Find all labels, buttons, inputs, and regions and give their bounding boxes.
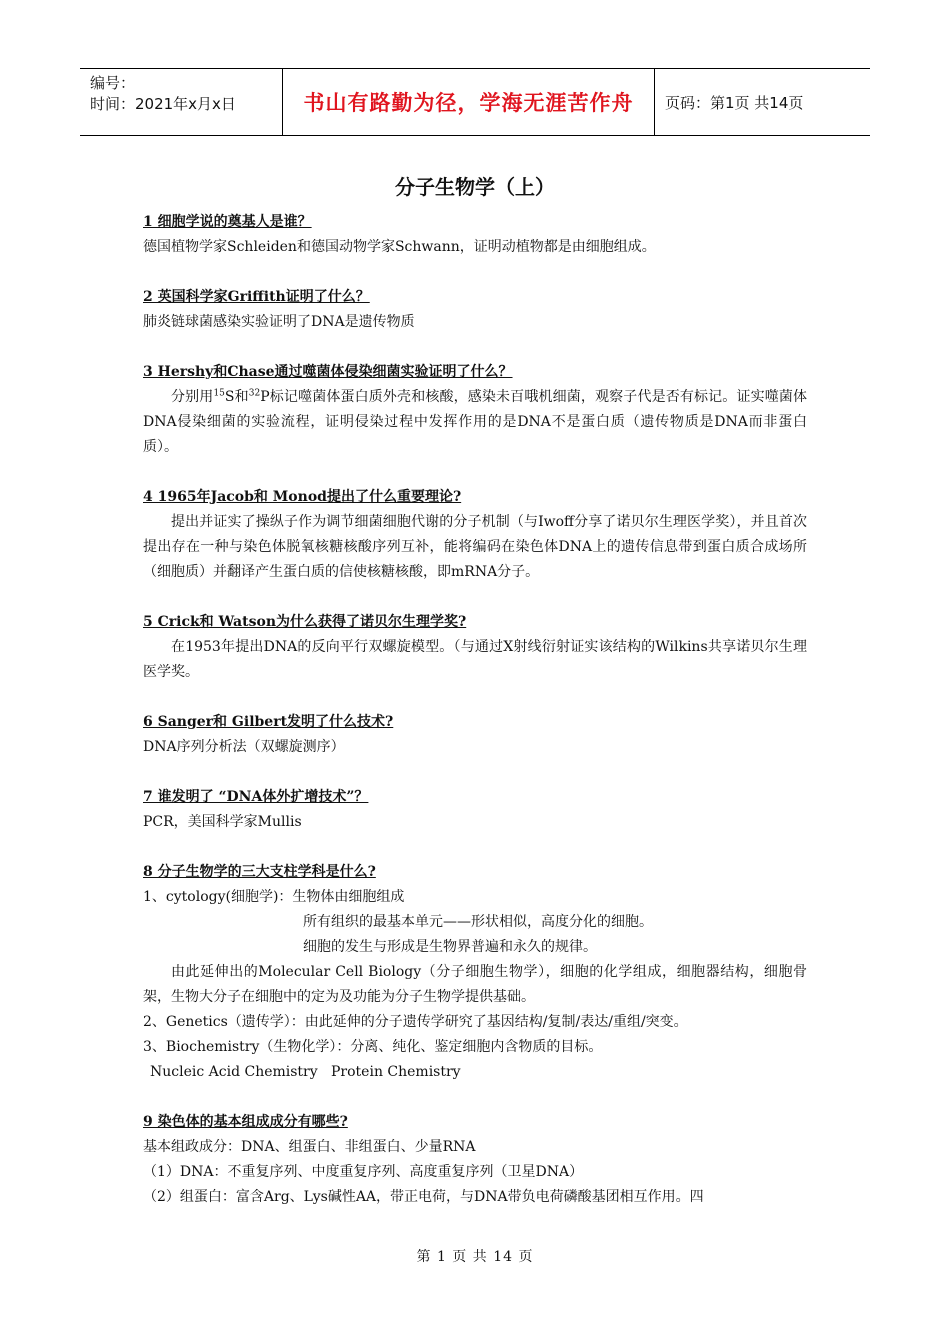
header-motto: 书山有路勤为径，学海无涯苦作舟 [303, 91, 634, 115]
question-3: 3 Hershy和Chase通过噬菌体侵染细菌实验证明了什么？ [143, 364, 513, 380]
document-body [143, 210, 807, 1210]
answer-4: 提出并证实了操纵子作为调节细菌细胞代谢的分子机制（与Iwoff分享了诺贝尔生理医学奖），并且首次提出存在一种与染色体脱氧核糖核酸序列互补，能将编码在染色体DNA上的遗传信息带到蛋白质合成场所（细胞质）并翻译产生蛋白质的信使核糖核酸，即mRNA分子。 [143, 514, 807, 580]
answer-9-line-2: （1）DNA：不重复序列、中度重复序列、高度重复序列（卫星DNA） [143, 1164, 584, 1180]
question-9: 9 染色体的基本组成成分有哪些? [143, 1114, 348, 1130]
question-2: 2 英国科学家Griffith证明了什么？ [143, 289, 370, 305]
question-7: 7 谁发明了 “DNA体外扩增技术”？ [143, 789, 369, 805]
answer-9-line-1: 基本组政成分：DNA、组蛋白、非组蛋白、少量RNA [143, 1139, 476, 1155]
date-label: 时间：2021年x月x日 [90, 95, 236, 113]
answer-8-line-4: 由此延伸出的Molecular Cell Biology（分子细胞生物学），细胞的化学组成，细胞器结构，细胞骨架，生物大分子在细胞中的定为及功能为分子生物学提供基础。 [143, 964, 807, 1005]
answer-8-line-2: 所有组织的最基本单元——形状相似，高度分化的细胞。 [303, 914, 653, 930]
header-meta [80, 69, 282, 135]
answer-1: 德国植物学家Schleiden和德国动物学家Schwann，证明动植物都是由细胞组成。 [143, 239, 656, 255]
question-6: 6 Sanger和 Gilbert发明了什么技术? [143, 714, 394, 730]
document-title: 分子生物学（上） [395, 175, 555, 199]
answer-8-line-3: 细胞的发生与形成是生物界普遍和永久的规律。 [303, 939, 597, 955]
header-page-info: 页码：第1页 共14页 [665, 93, 804, 112]
header-motto-cell [282, 69, 655, 135]
answer-6: DNA序列分析法（双螺旋测序） [143, 739, 345, 755]
answer-2: 肺炎链球菌感染实验证明了DNA是遗传物质 [143, 314, 415, 330]
answer-8-line-6: 3、Biochemistry（生物化学）：分离、纯化、鉴定细胞内含物质的目标。 [143, 1039, 603, 1055]
answer-8-line-7: Nucleic Acid Chemistry Protein Chemistry [150, 1064, 461, 1080]
question-5: 5 Crick和 Watson为什么获得了诺贝尔生理学奖? [143, 614, 467, 630]
answer-8-line-5: 2、Genetics（遗传学）：由此延伸的分子遗传学研究了基因结构/复制/表达/重组/突变。 [143, 1014, 688, 1030]
answer-7: PCR，美国科学家Mullis [143, 814, 302, 830]
question-4: 4 1965年Jacob和 Monod提出了什么重要理论? [143, 489, 462, 505]
question-8: 8 分子生物学的三大支柱学科是什么? [143, 864, 376, 880]
answer-8-line-1: 1、cytology(细胞学)：生物体由细胞组成 [143, 889, 405, 905]
answer-5: 在1953年提出DNA的反向平行双螺旋模型。（与通过X射线衍射证实该结构的Wilkins共享诺贝尔生理医学奖。 [143, 639, 807, 680]
code-label: 编号： [90, 74, 136, 92]
page-footer: 第 1 页 共 14 页 [416, 1249, 534, 1265]
page-header [80, 68, 870, 136]
answer-3: 分别用$^{15}$S和$^{32}$P标记噬菌体蛋白质外壳和核酸，感染未百哦机细菌，观察子代是否有标记。证实噬菌体DNA侵染细菌的实验流程，证明侵染过程中发挥作用的是DNA不是蛋白质（遗传物质是DNA而非蛋白质）。 [143, 388, 808, 455]
answer-9-line-3: （2）组蛋白：富含Arg、Lys碱性AA，带正电荷，与DNA带负电荷磷酸基团相互作用。四 [143, 1189, 704, 1205]
question-1: 1 细胞学说的奠基人是谁？ [143, 214, 312, 230]
